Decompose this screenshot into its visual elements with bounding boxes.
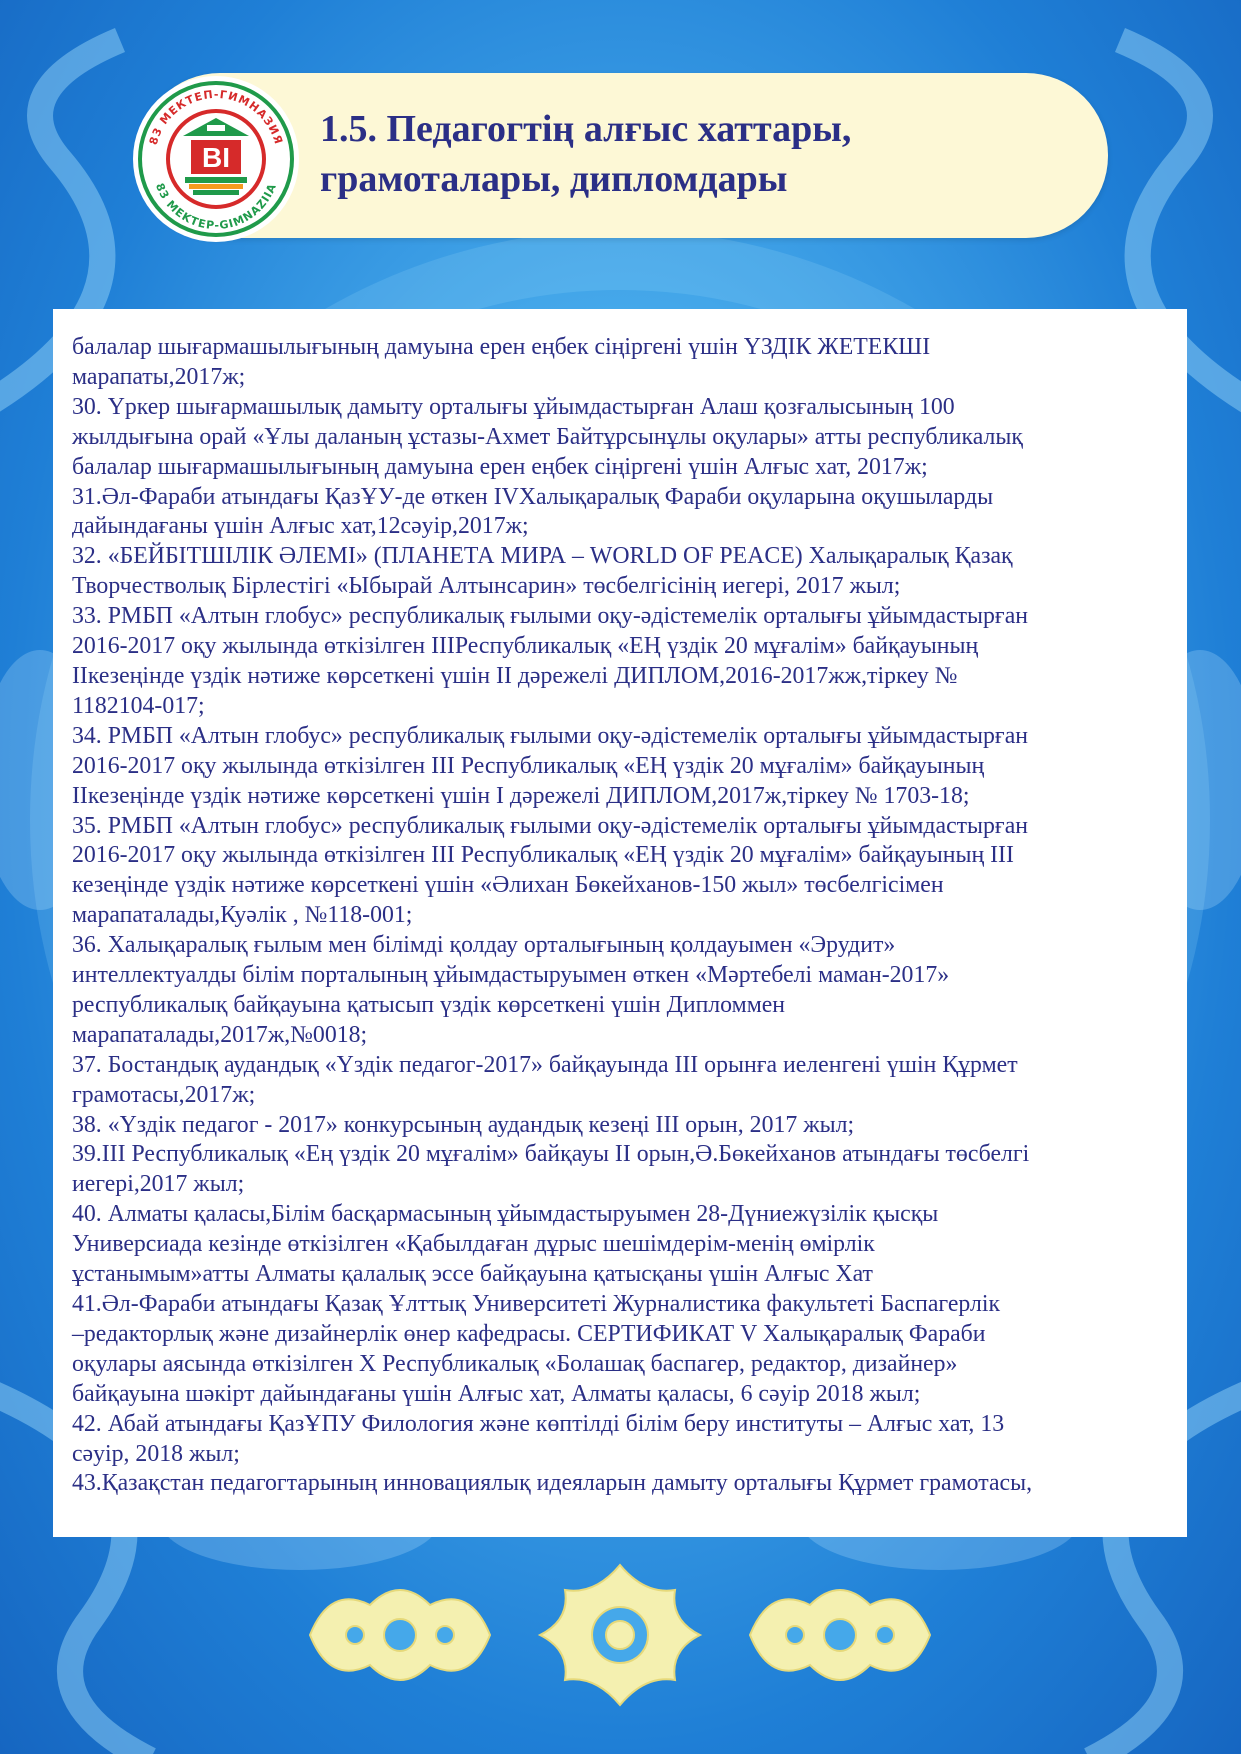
list-line: жылдығына орай «Ұлы даланың ұстазы-Ахмет Байтұрсынұлы оқулары» атты республикалық (72, 423, 1023, 450)
list-line: 2016-2017 оқу жылында өткізілген ІІІ Республикалық «ЕҢ үздік 20 мұғалім» байқауының ІІІ (72, 842, 1014, 869)
list-line: 2016-2017 оқу жылында өткізілген ІІІ Республикалық «ЕҢ үздік 20 мұғалім» байқауының (72, 752, 985, 779)
awards-list (72, 333, 1172, 1499)
list-line: 35. РМБП «Алтын глобус» республикалық ғылыми оқу-әдістемелік орталығы ұйымдастырған (72, 812, 1028, 839)
list-line: Творчестволық Бірлестігі «Ыбырай Алтынсарин» төсбелгісінің иегері, 2017 жыл; (72, 573, 901, 600)
list-line: марапаталады,2017ж,№0018; (72, 1021, 368, 1048)
list-line: 43.Қазақстан педагогтарының инновациялық идеяларын дамыту орталығы Құрмет грамотасы, (72, 1470, 1033, 1497)
list-line: байқауына шәкірт дайындағаны үшін Алғыс хат, Алматы қаласы, 6 сәуір 2018 жыл; (72, 1380, 921, 1407)
list-line: марапаты,2017ж; (72, 363, 246, 390)
logo-ring-text-bottom: 83 MEKTEP-GIMNAZIIA (152, 181, 280, 233)
list-line: ІІкезеңінде үздік нәтиже көрсеткені үшін І дәрежелі ДИПЛОМ,2017ж,тіркеу № 1703-18; (72, 782, 970, 809)
list-line: сәуір, 2018 жыл; (72, 1440, 240, 1467)
list-line: Универсиада кезінде өткізілген «Қабылдаған дұрыс шешімдерім-менің өмірлік (72, 1231, 875, 1258)
list-line: 1182104-017; (72, 692, 205, 719)
list-line: балалар шығармашылығының дамуына ерен еңбек сіңіргені үшін Алғыс хат, 2017ж; (72, 453, 928, 480)
list-line: 2016-2017 оқу жылында өткізілген ІІІРеспубликалық «ЕҢ үздік 20 мұғалім» байқауының (72, 633, 979, 660)
list-line: –редакторлық және дизайнерлік өнер кафедрасы. СЕРТИФИКАТ V Халықаралық Фараби (72, 1320, 986, 1347)
list-line: 39.ІІІ Республикалық «Ең үздік 20 мұғалім» байқауы ІІ орын,Ә.Бөкейханов атындағы төсбелгі (72, 1141, 1030, 1168)
list-line: республикалық байқауына қатысып үздік көрсеткені үшін Дипломмен (72, 991, 786, 1018)
list-line: кезеңінде үздік нәтиже көрсеткені үшін «Әлихан Бөкейханов-150 жыл» төсбелгісімен (72, 872, 944, 899)
list-line: 34. РМБП «Алтын глобус» республикалық ғылыми оқу-әдістемелік орталығы ұйымдастырған (72, 722, 1028, 749)
list-line: 40. Алматы қаласы,Білім басқармасының ұйымдастыруымен 28-Дүниежүзілік қысқы (72, 1201, 939, 1228)
list-line: 30. Үркер шығармашылық дамыту орталығы ұйымдастырған Алаш қозғалысының 100 (72, 393, 955, 420)
list-line: иегері,2017 жыл; (72, 1171, 245, 1198)
list-line: 32. «БЕЙБІТШІЛІК ӘЛЕМІ» (ПЛАНЕТА МИРА – WORLD OF PEACE) Халықаралық Қазақ (72, 543, 1013, 570)
list-line: 31.Әл-Фараби атындағы ҚазҰУ-де өткен ІVХалықаралық Фараби оқуларына оқушыларды (72, 483, 994, 510)
list-line: 41.Әл-Фараби атындағы Қазақ Ұлттық Университеті Журналистика факультеті Баспагерлік (72, 1291, 1001, 1317)
title-line-2: грамоталары, дипломдары (320, 158, 788, 200)
list-line: 37. Бостандық аудандық «Үздік педагог-2017» байқауында ІІІ орынға иеленгені үшін Құрмет (72, 1051, 1018, 1078)
list-line: балалар шығармашылығының дамуына ерен еңбек сіңіргені үшін ҮЗДІК ЖЕТЕКШІ (72, 334, 931, 360)
logo-initials: ВІ (202, 142, 230, 173)
logo-ring-text-top: 83 МЕКТЕП-ГИМНАЗИЯ (146, 87, 286, 147)
list-line: ұстанымым»атты Алматы қалалық эссе байқауына қатысқаны үшін Алғыс Хат (72, 1261, 873, 1288)
list-line: 33. РМБП «Алтын глобус» республикалық ғылыми оқу-әдістемелік орталығы ұйымдастырған (72, 603, 1028, 630)
title-line-1: 1.5. Педагогтің алғыс хаттары, (320, 108, 852, 150)
left-ornament-icon (310, 1590, 490, 1680)
list-line: марапаталады,Куәлік , №118-001; (72, 902, 413, 929)
list-line: грамотасы,2017ж; (72, 1081, 256, 1108)
list-line: оқулары аясында өткізілген Х Республикалық «Болашақ баспагер, редактор, дизайнер» (72, 1350, 958, 1377)
list-line: 42. Абай атындағы ҚазҰПУ Филология және көптілді білім беру институты – Алғыс хат, 13 (72, 1410, 1005, 1437)
center-ornament-icon (540, 1565, 700, 1705)
page-title (320, 104, 1080, 204)
list-line: 36. Халықаралық ғылым мен білімді қолдау орталығының қолдауымен «Эрудит» (72, 932, 896, 959)
footer-ornament (300, 1555, 940, 1715)
list-line: ІІкезеңінде үздік нәтиже көрсеткені үшін ІІ дәрежелі ДИПЛОМ,2016-2017жж,тіркеу № (72, 662, 958, 689)
list-line: интеллектуалды білім порталының ұйымдастыруымен өткен «Мәртебелі маман-2017» (72, 962, 950, 989)
list-line: дайындағаны үшін Алғыс хат,12сәуір,2017ж; (72, 513, 529, 540)
school-logo (133, 76, 299, 242)
right-ornament-icon (750, 1590, 930, 1680)
list-line: 38. «Үздік педагог - 2017» конкурсының аудандық кезеңі ІІІ орын, 2017 жыл; (72, 1111, 855, 1138)
